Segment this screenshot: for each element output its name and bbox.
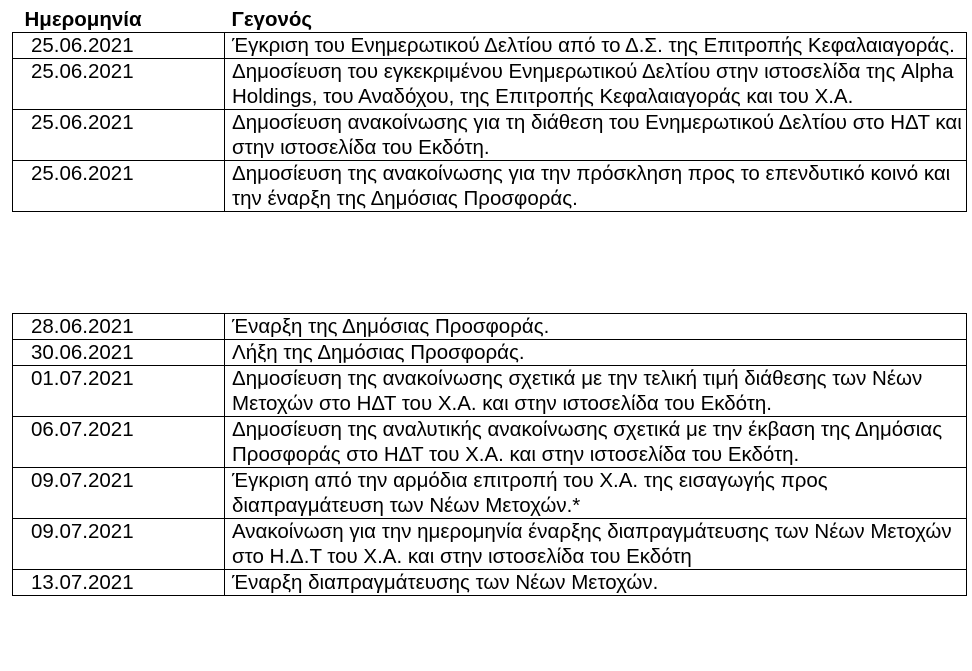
row-event: Έγκριση του Ενημερωτικού Δελτίου από το Δ.Σ. της Επιτροπής Κεφαλαιαγοράς. [225,33,967,59]
row-date: 25.06.2021 [13,110,225,161]
row-event: Έγκριση από την αρμόδια επιτροπή του Χ.Α. της εισαγωγής προς διαπραγμάτευση των Νέων Μετοχών.* [225,468,967,519]
table-row [13,519,967,570]
row-event: Έναρξη της Δημόσιας Προσφοράς. [225,314,967,340]
row-event: Δημοσίευση της ανακοίνωσης για την πρόσκληση προς το επενδυτικό κοινό και την έναρξη της Δημόσιας Προσφοράς. [225,161,967,212]
row-event: Έναρξη διαπραγμάτευσης των Νέων Μετοχών. [225,570,967,596]
row-event: Δημοσίευση ανακοίνωσης για τη διάθεση του Ενημερωτικού Δελτίου στο ΗΔΤ και στην ιστοσελίδα του Εκδότη. [225,110,967,161]
row-date: 30.06.2021 [13,340,225,366]
row-event: Ανακοίνωση για την ημερομηνία έναρξης διαπραγμάτευσης των Νέων Μετοχών στο Η.Δ.Τ του Χ.Α. και στην ιστοσελίδα του Εκδότη [225,519,967,570]
row-event: Δημοσίευση του εγκεκριμένου Ενημερωτικού Δελτίου στην ιστοσελίδα της Alpha Holdings, του Αναδόχου, της Επιτροπής Κεφαλαιαγοράς και του Χ.Α. [225,59,967,110]
row-event: Δημοσίευση της αναλυτικής ανακοίνωσης σχετικά με την έκβαση της Δημόσιας Προσφοράς στο ΗΔΤ του Χ.Α. και στην ιστοσελίδα του Εκδότη. [225,417,967,468]
table-row [13,59,967,110]
row-event: Λήξη της Δημόσιας Προσφοράς. [225,340,967,366]
timetable-part-2 [12,313,967,596]
table-row [13,366,967,417]
row-date: 06.07.2021 [13,417,225,468]
header-event: Γεγονός [225,7,967,33]
row-date: 09.07.2021 [13,519,225,570]
table-row [13,314,967,340]
header-date: Ημερομηνία [13,7,225,33]
table-row [13,33,967,59]
table-row [13,570,967,596]
row-event: Δημοσίευση της ανακοίνωσης σχετικά με την τελική τιμή διάθεσης των Νέων Μετοχών στο ΗΔΤ του Χ.Α. και στην ιστοσελίδα του Εκδότη. [225,366,967,417]
row-date: 01.07.2021 [13,366,225,417]
row-date: 28.06.2021 [13,314,225,340]
row-date: 13.07.2021 [13,570,225,596]
row-date: 09.07.2021 [13,468,225,519]
table-row [13,110,967,161]
table-row [13,417,967,468]
row-date: 25.06.2021 [13,33,225,59]
row-date: 25.06.2021 [13,59,225,110]
timetable-part-1 [12,7,967,212]
row-date: 25.06.2021 [13,161,225,212]
table-header-row [13,7,967,33]
table-row [13,340,967,366]
table-row [13,161,967,212]
table-row [13,468,967,519]
